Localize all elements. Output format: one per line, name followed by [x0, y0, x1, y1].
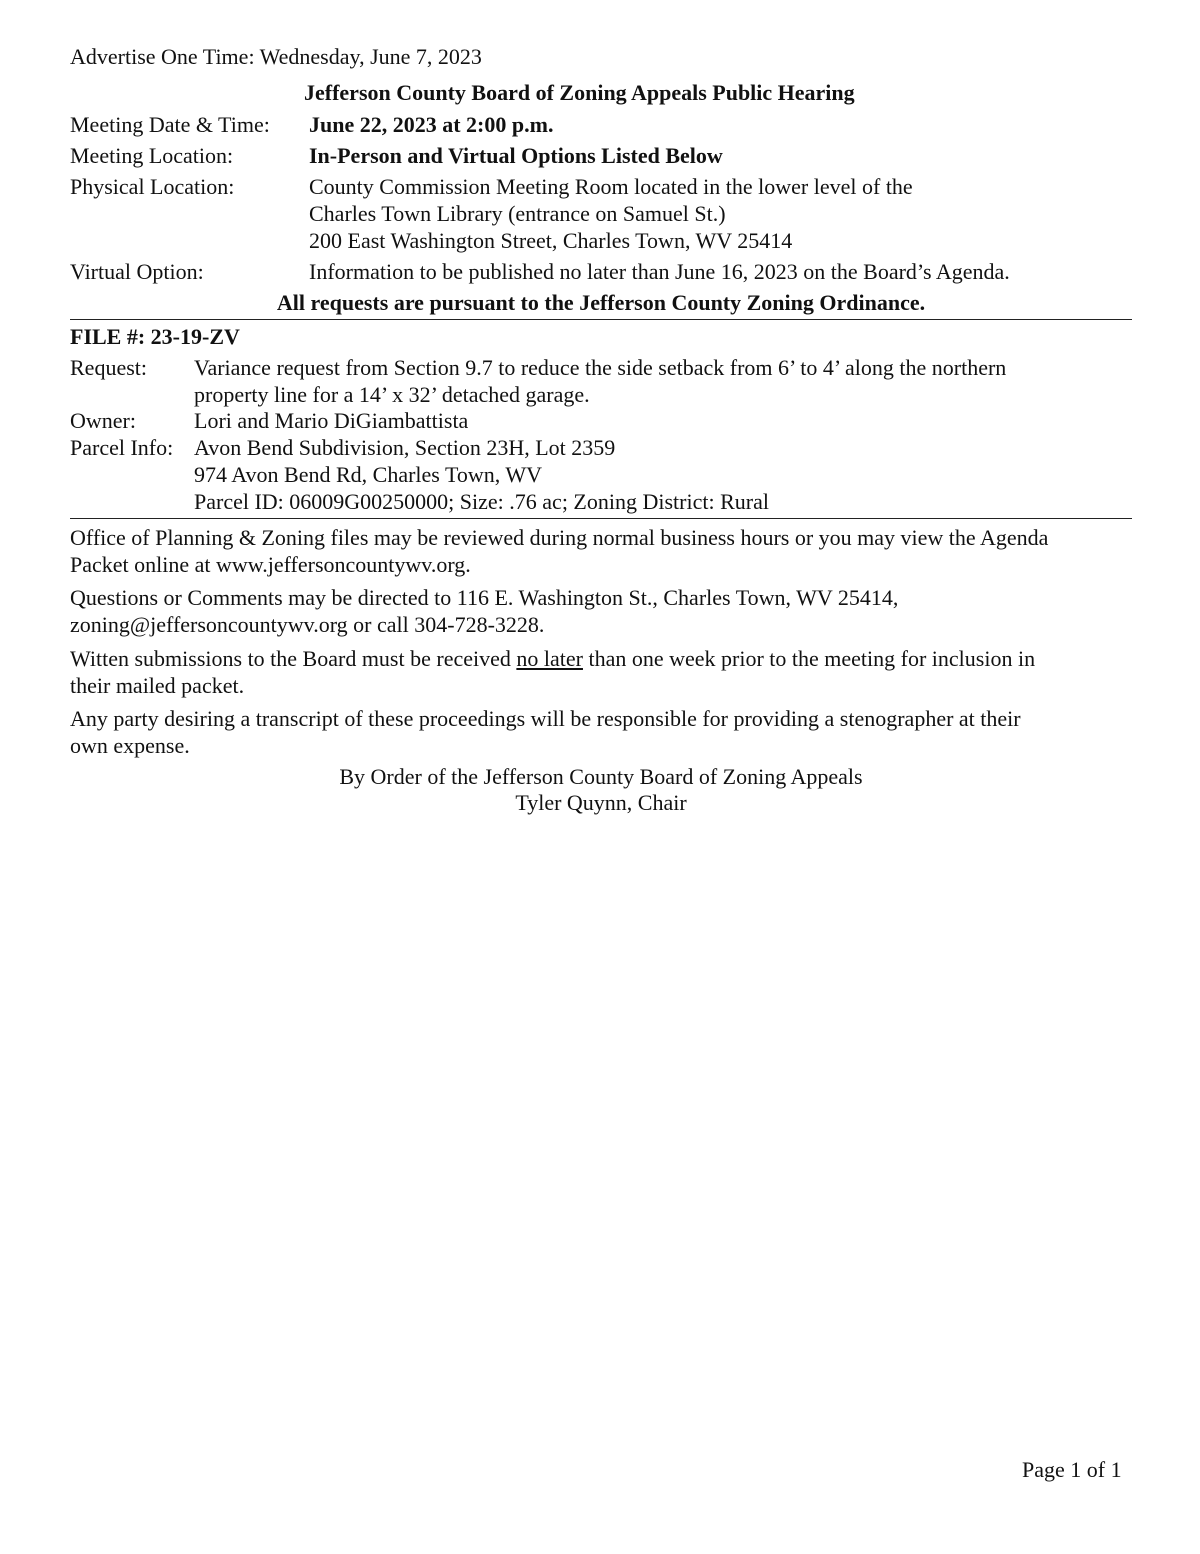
physical-location-line3: 200 East Washington Street, Charles Town, WV 25414 — [309, 228, 793, 253]
file-number: FILE #: 23-19-ZV — [70, 324, 240, 349]
divider-top — [70, 319, 1132, 320]
request-line1: Variance request from Section 9.7 to reduce the side setback from 6’ to 4’ along the northern — [194, 355, 1007, 380]
virtual-option-label: Virtual Option: — [70, 259, 204, 284]
order-line: By Order of the Jefferson County Board of Zoning Appeals — [339, 764, 863, 789]
request-label: Request: — [70, 355, 147, 380]
written-post: than one week prior to the meeting for inclusion in — [582, 646, 1036, 671]
questions-line2: zoning@jeffersoncountywv.org or call 304-728-3228. — [70, 612, 545, 637]
written-line1 — [70, 646, 1035, 672]
questions-line1: Questions or Comments may be directed to 116 E. Washington St., Charles Town, WV 25414, — [70, 585, 899, 610]
meeting-location-label: Meeting Location: — [70, 143, 234, 168]
physical-location-line1: County Commission Meeting Room located in the lower level of the — [309, 174, 913, 199]
parcel-label: Parcel Info: — [70, 435, 174, 460]
advertise-line: Advertise One Time: Wednesday, June 7, 2023 — [70, 44, 482, 69]
hearing-title: Jefferson County Board of Zoning Appeals Public Hearing — [304, 80, 855, 105]
parcel-line1: Avon Bend Subdivision, Section 23H, Lot 2359 — [194, 435, 616, 460]
physical-location-line2: Charles Town Library (entrance on Samuel St.) — [309, 201, 726, 226]
meeting-date-label: Meeting Date & Time: — [70, 112, 270, 137]
virtual-option-value: Information to be published no later than June 16, 2023 on the Board’s Agenda. — [309, 259, 1010, 284]
written-line2: their mailed packet. — [70, 673, 245, 698]
owner-value: Lori and Mario DiGiambattista — [194, 408, 469, 433]
transcript-line2: own expense. — [70, 733, 190, 758]
meeting-location-value: In-Person and Virtual Options Listed Below — [309, 143, 723, 168]
parcel-line2: 974 Avon Bend Rd, Charles Town, WV — [194, 462, 543, 487]
transcript-line1: Any party desiring a transcript of these proceedings will be responsible for providing a stenographer at their — [70, 706, 1021, 731]
meeting-date-value: June 22, 2023 at 2:00 p.m. — [309, 112, 554, 137]
written-underline: no later — [516, 646, 583, 671]
request-line2: property line for a 14’ x 32’ detached garage. — [194, 382, 590, 407]
ordinance-note: All requests are pursuant to the Jefferson County Zoning Ordinance. — [276, 290, 926, 315]
office-line1: Office of Planning & Zoning files may be reviewed during normal business hours or you may view the Agenda — [70, 525, 1049, 550]
parcel-line3: Parcel ID: 06009G00250000; Size: .76 ac; Zoning District: Rural — [194, 489, 769, 514]
page-number: Page 1 of 1 — [1022, 1457, 1122, 1482]
physical-location-label: Physical Location: — [70, 174, 235, 199]
chair-line: Tyler Quynn, Chair — [515, 790, 687, 815]
divider-bottom — [70, 518, 1132, 519]
office-line2: Packet online at www.jeffersoncountywv.org. — [70, 552, 471, 577]
owner-label: Owner: — [70, 408, 136, 433]
written-pre: Witten submissions to the Board must be received — [70, 646, 517, 671]
